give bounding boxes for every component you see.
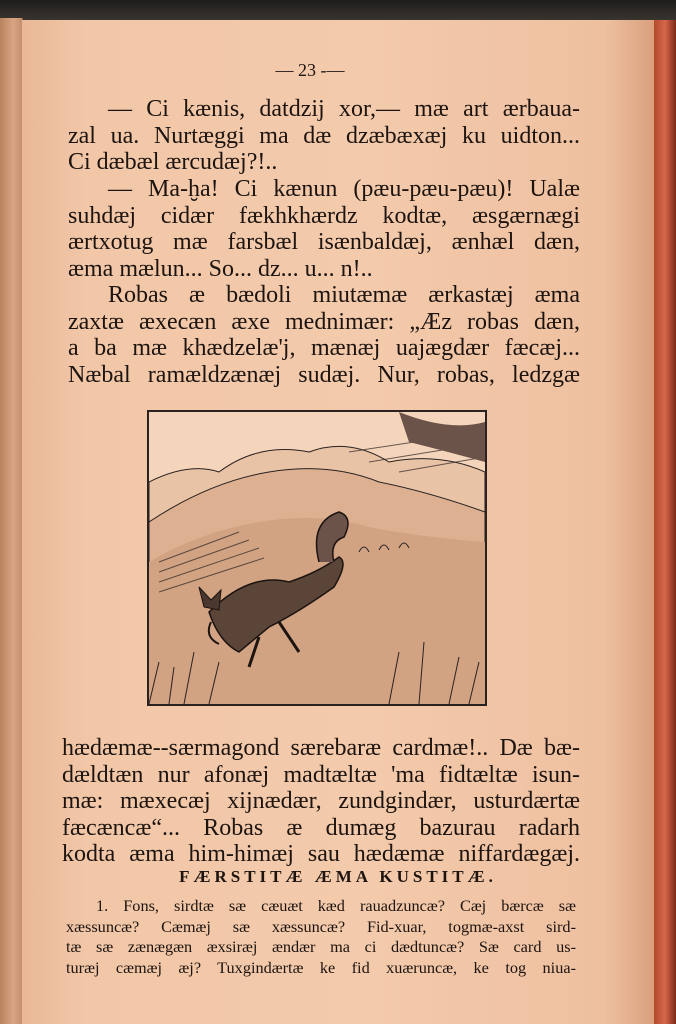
page-number: — 23 -— xyxy=(275,60,345,80)
fox-drawing xyxy=(149,412,485,704)
questions-paragraph xyxy=(66,896,576,978)
text-line: Ci dæbæl ærcudæj?!.. xyxy=(68,149,278,175)
dialogue-paragraph-2 xyxy=(68,176,580,282)
dialogue-paragraph-1 xyxy=(68,96,580,176)
text-line: — Ma-ḫa! Ci kænun (pæu-pæu-pæu)! Ualæ xyxy=(108,176,580,202)
text-line: a ba mæ khædzelæ'j, mænæj uajægdær fæcæj... xyxy=(68,335,580,361)
text-line: zal ua. Nurtæggi ma dæ dzæbæxæj ku uidton... xyxy=(68,122,580,149)
text-line: æma mælun... So... dz... u... n!.. xyxy=(68,255,373,282)
text-line: fæcæncæ“... Robas æ dumæg bazurau radarh xyxy=(62,814,580,841)
fox-illustration xyxy=(147,410,487,706)
text-line: turæj cæmæj æj? Tuxgindærtæ ke fid xuæruncæ, ke tog niua- xyxy=(66,957,576,977)
text-line: — Ci kænis, datdzij xor,— mæ art ærbaua- xyxy=(108,96,580,122)
text-line: xæssuncæ? Cæmæj sæ xæssuncæ? Fid-xuar, togmæ-axst sird- xyxy=(66,916,576,936)
text-line: mæ: mæxecæj xijnædær, zundgindær, usturdærtæ xyxy=(62,788,580,814)
text-line: zaxtæ æxecæn æxe mednimær: „Æz robas dæn, xyxy=(68,308,580,335)
section-title: FÆRSTITÆ ÆMA KUSTITÆ. xyxy=(179,867,497,886)
text-line: hædæmæ--særmagond særebaræ cardmæ!.. Dæ bæ- xyxy=(62,735,580,761)
text-line: ærtxotug mæ farsbæl isænbaldæj, ænhæl dæn, xyxy=(68,229,580,255)
text-line: tæ sæ zænægæn æxsiræj ændær ma ci dædtuncæ? Sæ card us- xyxy=(66,937,576,956)
text-line: Robas æ bædoli miutæmæ ærkastæj æma xyxy=(108,282,580,308)
narrative-paragraph-2 xyxy=(62,735,580,868)
text-line: Næbal ramældzænæj sudæj. Nur, robas, ledzgæ xyxy=(68,361,580,388)
book-top-edge xyxy=(0,0,676,22)
text-line: suhdæj cidær fækhkhærdz kodtæ, æsgærnægi xyxy=(68,202,580,229)
text-line: 1. Fons, sirdtæ sæ cæuæt kæd rauadzuncæ? Cæj bærcæ sæ xyxy=(96,896,576,915)
narrative-paragraph-1 xyxy=(68,282,580,388)
text-line: dældtæn nur afonæj madtæltæ 'ma fidtæltæ isun- xyxy=(62,761,580,788)
text-line: kodta æma him-himæj sau hædæmæ niffardægæj. xyxy=(62,841,580,867)
